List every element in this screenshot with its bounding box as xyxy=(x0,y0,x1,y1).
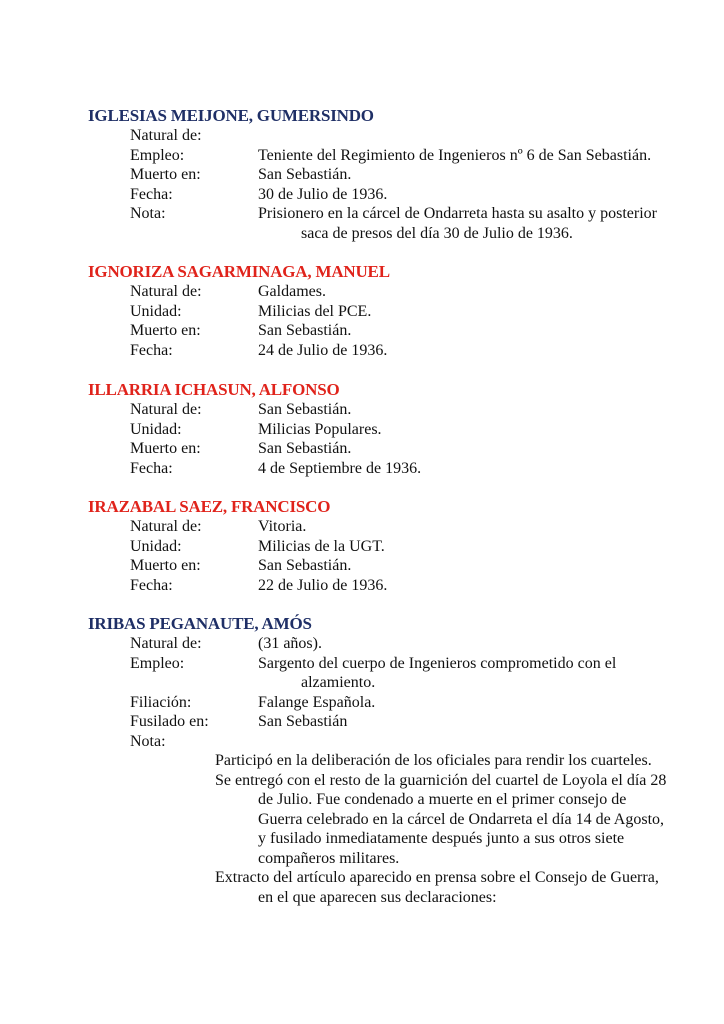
field-continuation xyxy=(88,673,708,693)
field-label: Fecha: xyxy=(130,185,173,203)
field-label: Unidad: xyxy=(130,420,182,438)
note-paragraph-continuation: Guerra celebrado en la cárcel de Ondarreta el día 14 de Agosto, xyxy=(258,810,665,828)
field-label: Fecha: xyxy=(130,459,173,477)
note-paragraph-line xyxy=(88,888,708,908)
note-paragraph-continuation: de Julio. Fue condenado a muerte en el primer consejo de xyxy=(258,791,627,808)
person-entry xyxy=(88,614,708,907)
field-continuation xyxy=(88,224,708,244)
field-row xyxy=(88,517,708,537)
note-paragraph-line xyxy=(88,790,708,810)
field-value: San Sebastián. xyxy=(258,166,352,183)
note-paragraph-first-line: Participó en la deliberación de los oficiales para rendir los cuarteles. xyxy=(215,752,652,769)
field-value: San Sebastián. xyxy=(258,401,352,418)
note-paragraph-line xyxy=(88,810,708,830)
note-paragraph xyxy=(88,868,708,888)
field-value: Sargento del cuerpo de Ingenieros comprometido con el xyxy=(258,654,617,672)
note-paragraph-continuation: en el que aparecen sus declaraciones: xyxy=(258,888,497,906)
field-row xyxy=(88,126,708,146)
field-value: San Sebastián xyxy=(258,713,348,730)
field-label: Fusilado en: xyxy=(130,713,209,730)
field-row xyxy=(88,400,708,420)
field-label: Nota: xyxy=(130,732,166,750)
field-row xyxy=(88,439,708,459)
field-row xyxy=(88,693,708,713)
field-label: Muerto en: xyxy=(130,166,201,183)
field-row xyxy=(88,537,708,557)
note-paragraph-first-line: Se entregó con el resto de la guarnición del cuartel de Loyola el día 28 xyxy=(215,771,667,789)
note-paragraph-continuation: y fusilado inmediatamente después junto a sus otros siete xyxy=(258,830,625,847)
person-name: ILLARRIA ICHASUN, ALFONSO xyxy=(88,380,340,399)
field-label: Muerto en: xyxy=(130,557,201,574)
field-value: San Sebastián. xyxy=(258,557,352,574)
field-label: Empleo: xyxy=(130,654,185,672)
field-row xyxy=(88,302,708,322)
person-name: IRAZABAL SAEZ, FRANCISCO xyxy=(88,497,331,516)
field-row xyxy=(88,165,708,185)
field-value: Vitoria. xyxy=(258,518,307,535)
field-value: Prisionero en la cárcel de Ondarreta hasta su asalto y posterior xyxy=(258,205,657,222)
field-row xyxy=(88,459,708,479)
note-paragraph-line xyxy=(88,849,708,869)
field-value: Teniente del Regimiento de Ingenieros nº 6 de San Sebastián. xyxy=(258,146,652,164)
field-row xyxy=(88,146,708,166)
field-label: Natural de: xyxy=(130,283,202,300)
person-entry xyxy=(88,262,708,360)
note-paragraph-first-line: Extracto del artículo aparecido en prensa sobre el Consejo de Guerra, xyxy=(215,869,659,886)
field-label: Fecha: xyxy=(130,341,173,359)
field-label: Natural de: xyxy=(130,127,202,144)
note-paragraph xyxy=(88,771,708,791)
field-label: Filiación: xyxy=(130,693,192,711)
field-value: 22 de Julio de 1936. xyxy=(258,576,388,594)
field-row xyxy=(88,556,708,576)
field-value-continuation: alzamiento. xyxy=(301,674,376,691)
field-label: Muerto en: xyxy=(130,440,201,457)
field-label: Muerto en: xyxy=(130,322,201,339)
field-row xyxy=(88,185,708,205)
person-name: IGNORIZA SAGARMINAGA, MANUEL xyxy=(88,262,390,281)
field-row xyxy=(88,204,708,224)
field-value: Milicias del PCE. xyxy=(258,302,372,320)
field-value: Falange Española. xyxy=(258,693,376,711)
field-label: Natural de: xyxy=(130,635,202,652)
field-value-continuation: saca de presos del día 30 de Julio de 1936. xyxy=(301,224,573,242)
field-label: Nota: xyxy=(130,205,166,222)
person-entry xyxy=(88,380,708,478)
field-value: 24 de Julio de 1936. xyxy=(258,341,388,359)
field-row xyxy=(88,341,708,361)
field-row xyxy=(88,321,708,341)
field-row xyxy=(88,420,708,440)
note-paragraph xyxy=(88,751,708,771)
field-value: 30 de Julio de 1936. xyxy=(258,185,388,203)
field-label: Unidad: xyxy=(130,302,182,320)
field-row xyxy=(88,712,708,732)
person-name: IGLESIAS MEIJONE, GUMERSINDO xyxy=(88,106,374,125)
person-entry xyxy=(88,106,708,243)
field-value: Milicias Populares. xyxy=(258,420,382,438)
field-value: (31 años). xyxy=(258,635,322,652)
field-value: San Sebastián. xyxy=(258,440,352,457)
field-label: Unidad: xyxy=(130,537,182,555)
person-entry xyxy=(88,497,708,595)
note-paragraph-line xyxy=(88,829,708,849)
field-row xyxy=(88,732,708,752)
field-label: Empleo: xyxy=(130,146,185,164)
field-row xyxy=(88,282,708,302)
field-value: San Sebastián. xyxy=(258,322,352,339)
person-name: IRIBAS PEGANAUTE, AMÓS xyxy=(88,614,312,633)
field-label: Natural de: xyxy=(130,401,202,418)
field-label: Natural de: xyxy=(130,518,202,535)
note-paragraph-continuation: compañeros militares. xyxy=(258,849,400,867)
field-row xyxy=(88,634,708,654)
field-label: Fecha: xyxy=(130,576,173,594)
field-row xyxy=(88,576,708,596)
field-value: Milicias de la UGT. xyxy=(258,537,385,555)
field-row xyxy=(88,654,708,674)
field-value: Galdames. xyxy=(258,283,326,300)
field-value: 4 de Septiembre de 1936. xyxy=(258,459,422,477)
